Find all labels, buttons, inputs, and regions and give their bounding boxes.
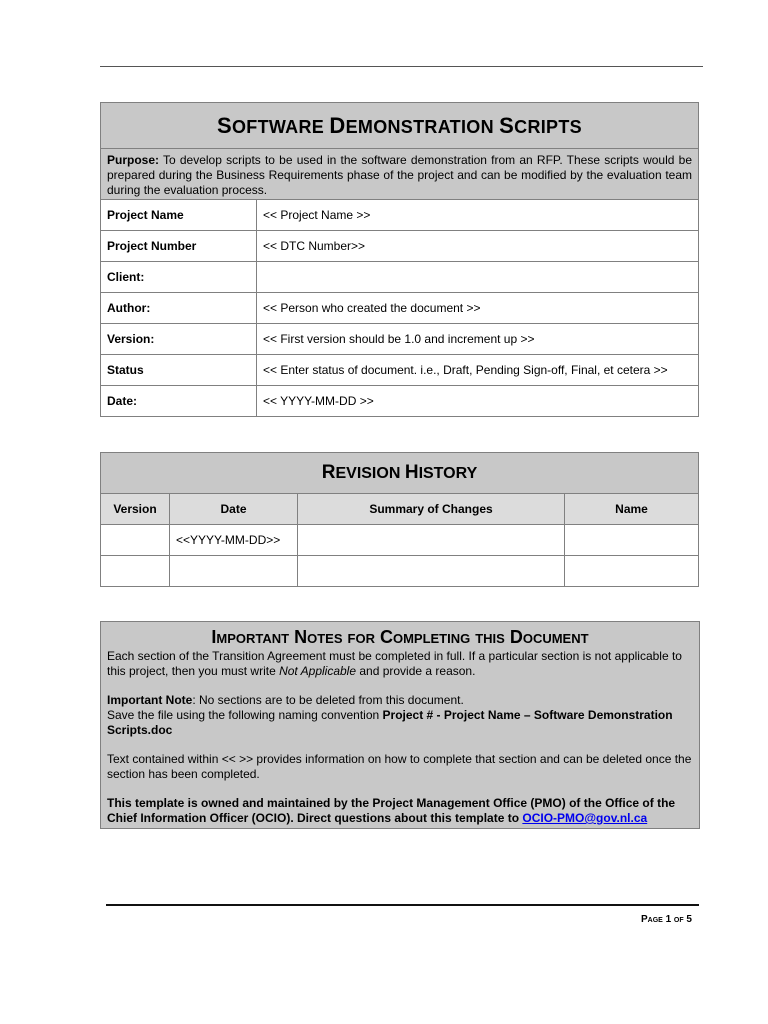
info-row-client xyxy=(101,262,699,293)
header-rule xyxy=(100,66,703,67)
column-header-name: Name xyxy=(565,494,699,525)
purpose-text: To develop scripts to be used in the software demonstration from an RFP. These scripts would be prepared during the Business Requirements phase of the project and can be modified by the evaluation team during the evaluation process. xyxy=(107,153,692,197)
notes-paragraph-1: Each section of the Transition Agreement must be completed in full. If a particular section is not applicable to this project, then you must write Not Applicable and provide a reason. xyxy=(107,649,682,678)
document-title: SOFTWARE DEMONSTRATION SCRIPTS xyxy=(101,103,699,149)
info-row-date xyxy=(101,386,699,417)
document-info-table xyxy=(100,102,699,417)
ocio-pmo-email-link[interactable]: OCIO-PMO@gov.nl.ca xyxy=(522,811,648,825)
info-row-version xyxy=(101,324,699,355)
notes-paragraph-3: Text contained within << >> provides information on how to complete that section and can be deleted once the section has been completed. xyxy=(107,752,692,781)
info-value[interactable]: << Project Name >> xyxy=(257,200,699,231)
revision-cell-date[interactable] xyxy=(170,556,298,587)
info-value[interactable]: << YYYY-MM-DD >> xyxy=(257,386,699,417)
column-header-date: Date xyxy=(170,494,298,525)
info-value[interactable]: << Enter status of document. i.e., Draft, Pending Sign-off, Final, et cetera >> xyxy=(257,355,699,386)
info-label: Project Name xyxy=(101,200,257,231)
revision-cell-summary[interactable] xyxy=(298,556,565,587)
info-label: Date: xyxy=(101,386,257,417)
purpose-statement xyxy=(101,149,699,200)
revision-history-table xyxy=(100,452,699,587)
column-header-summary: Summary of Changes xyxy=(298,494,565,525)
revision-cell-version[interactable] xyxy=(101,556,170,587)
revision-cell-date[interactable]: <<YYYY-MM-DD>> xyxy=(170,525,298,556)
info-value[interactable]: << DTC Number>> xyxy=(257,231,699,262)
info-label: Author: xyxy=(101,293,257,324)
info-value[interactable]: << Person who created the document >> xyxy=(257,293,699,324)
revision-header-row xyxy=(101,494,699,525)
info-label: Status xyxy=(101,355,257,386)
info-label: Client: xyxy=(101,262,257,293)
info-value[interactable] xyxy=(257,262,699,293)
revision-history-title: REVISION HISTORY xyxy=(101,453,699,494)
info-row-project-name xyxy=(101,200,699,231)
info-row-status xyxy=(101,355,699,386)
info-row-author xyxy=(101,293,699,324)
important-notes-box xyxy=(100,621,700,829)
notes-title: Important Notes for Completing this Document xyxy=(211,627,589,647)
table-row xyxy=(101,556,699,587)
revision-cell-summary[interactable] xyxy=(298,525,565,556)
footer-rule xyxy=(106,904,699,906)
revision-cell-name[interactable] xyxy=(565,556,699,587)
info-row-project-number xyxy=(101,231,699,262)
info-label: Version: xyxy=(101,324,257,355)
revision-cell-version[interactable] xyxy=(101,525,170,556)
column-header-version: Version xyxy=(101,494,170,525)
info-value[interactable]: << First version should be 1.0 and increment up >> xyxy=(257,324,699,355)
notes-paragraph-4: This template is owned and maintained by the Project Management Office (PMO) of the Office of the Chief Information Officer (OCIO). Direct questions about this template to OCIO-PMO@gov.nl.ca xyxy=(107,796,676,825)
page-number: Page 1 of 5 xyxy=(640,914,692,925)
info-label: Project Number xyxy=(101,231,257,262)
purpose-label: Purpose: xyxy=(107,153,160,167)
table-row xyxy=(101,525,699,556)
revision-cell-name[interactable] xyxy=(565,525,699,556)
notes-paragraph-2: Important Note: No sections are to be deleted from this document. Save the file using the following naming convention Project # - Project Name – Software Demonstration Scripts.doc xyxy=(107,693,673,737)
